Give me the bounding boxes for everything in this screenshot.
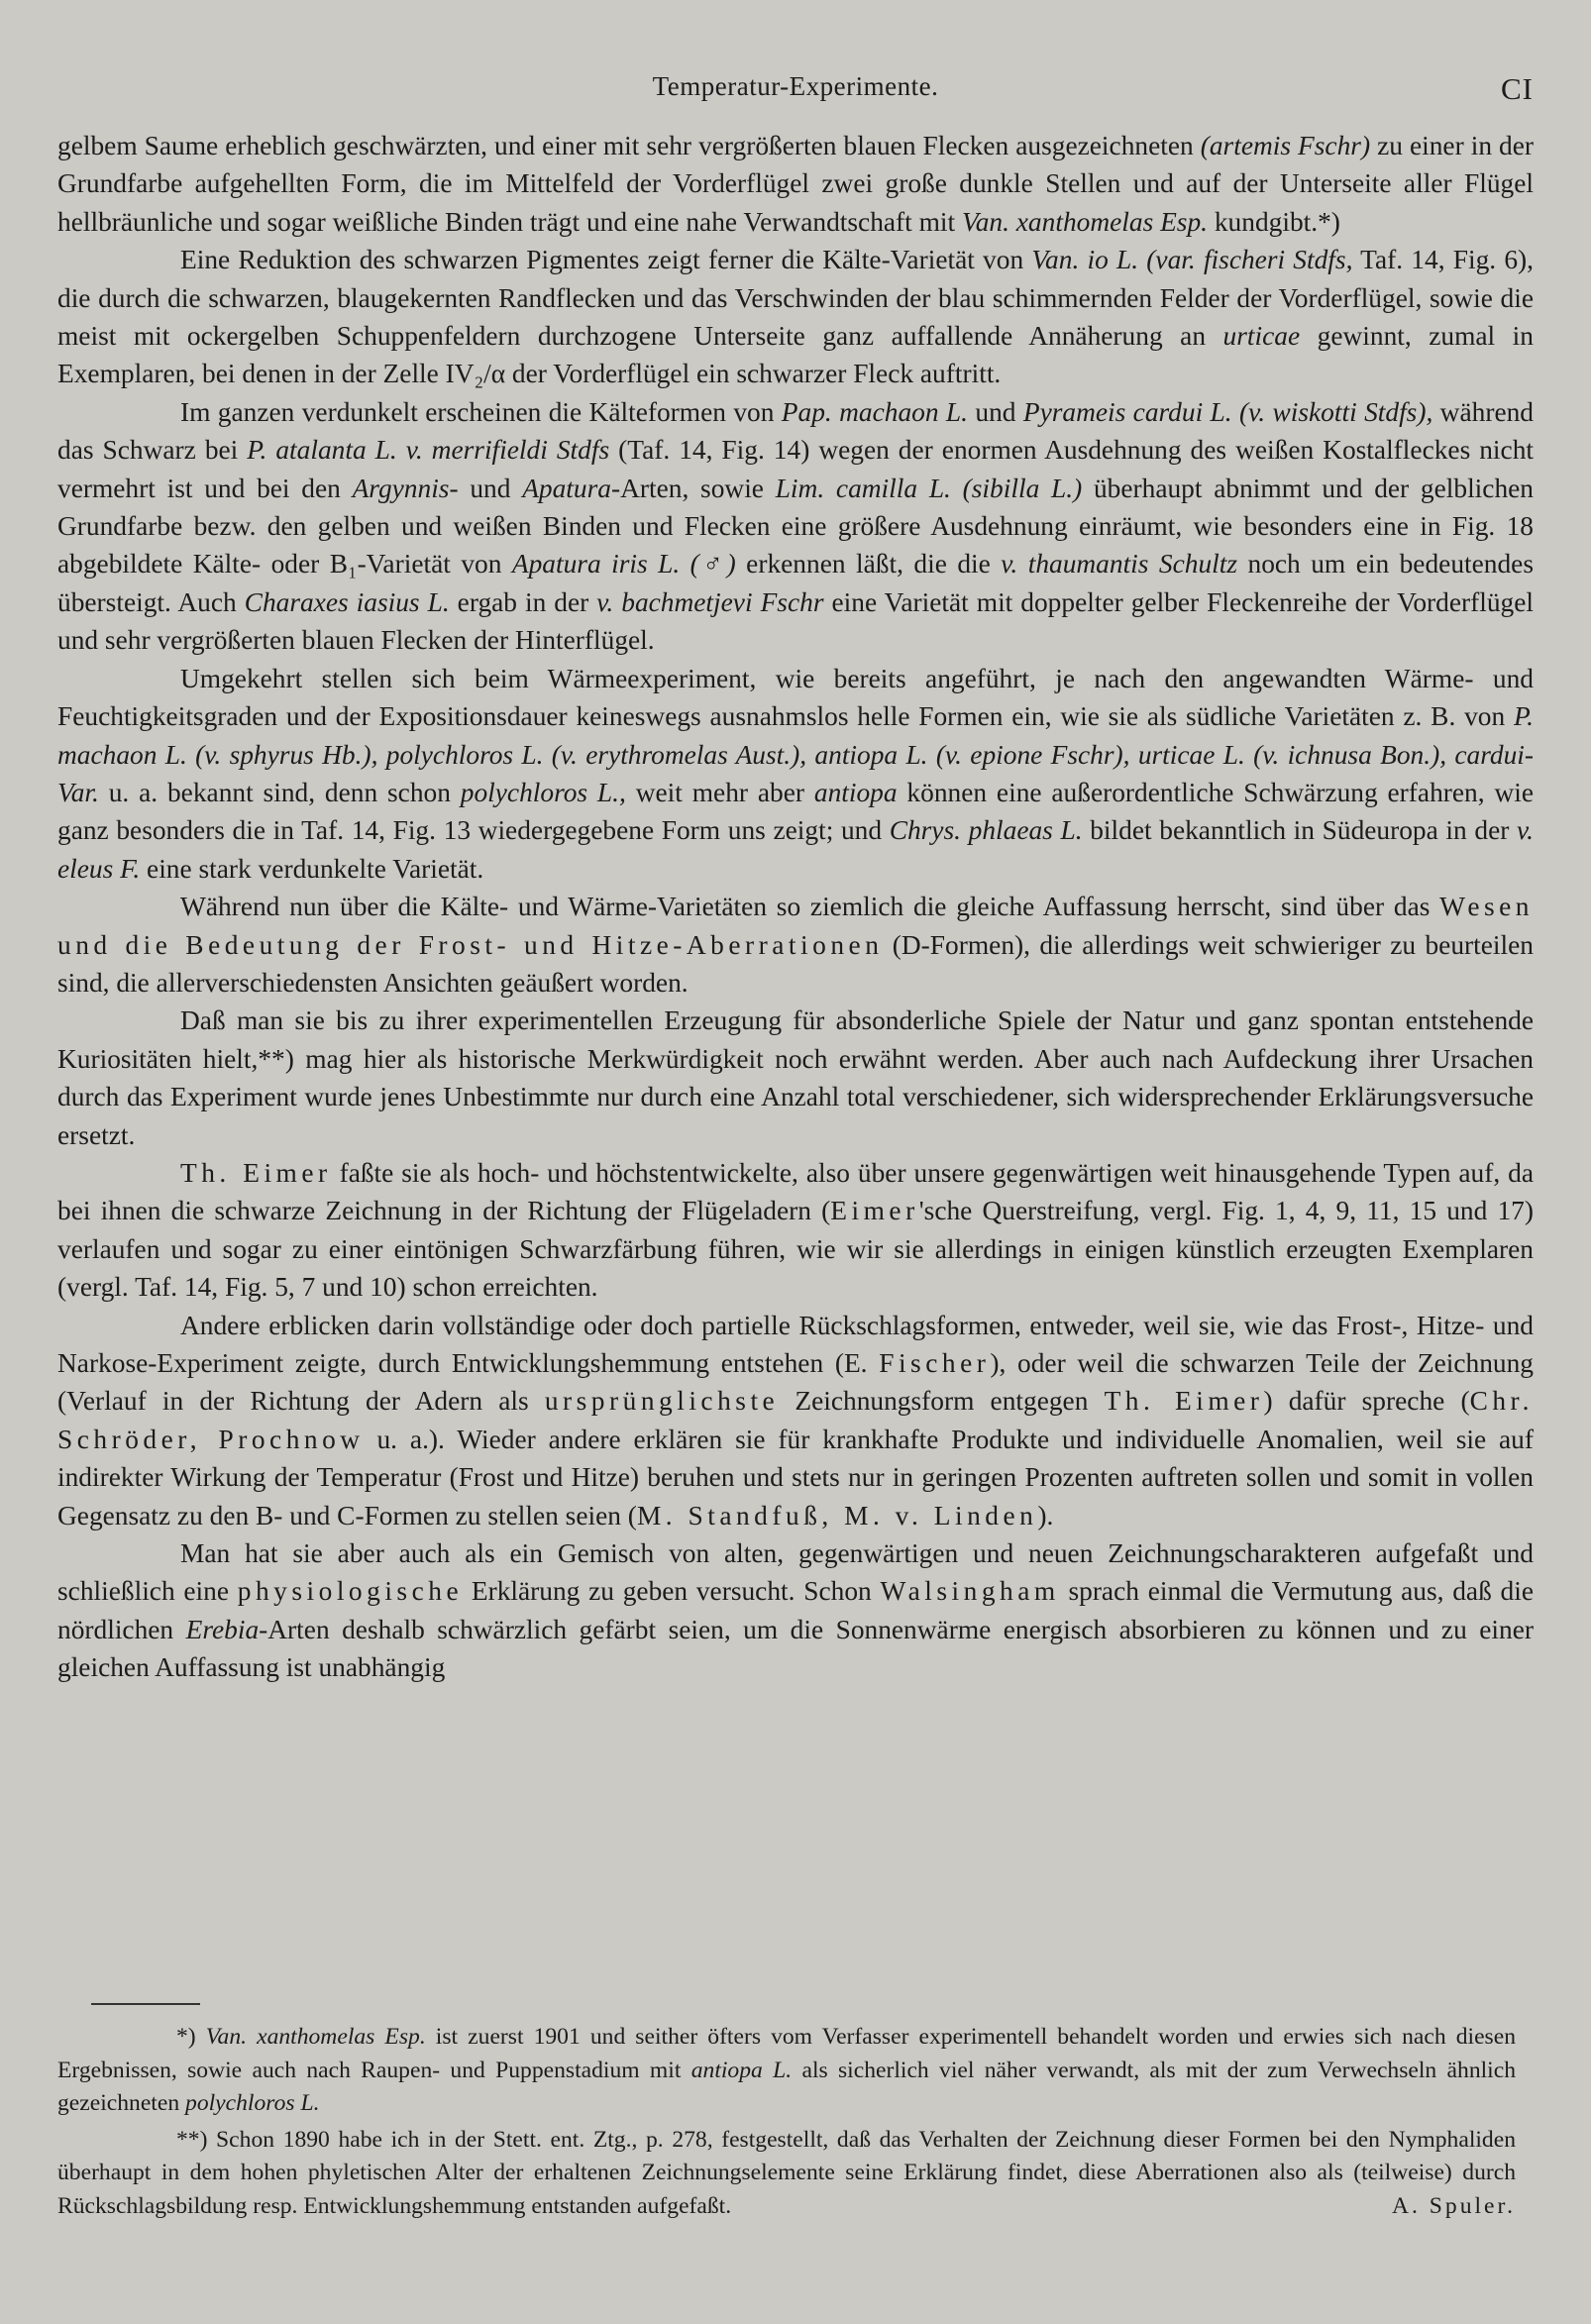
spaced-text: Th. Eimer xyxy=(180,1157,332,1188)
italic-text: antiopa xyxy=(813,777,898,807)
text-run: Daß man sie bis zu ihrer experimentellen Erzeugung für absonderliche Spiele der Natur und ganz spontan entstehende Kuriositäten hielt,**) mag hier als historische Merkwürdigkeit noch erwähnt werden. Aber auch nach Aufdeckung ihrer Ursachen durch das Experiment wurde jenes Unbestimmte nur durch eine Anzahl total verschiedener, sich widersprechender Erklärungsversuche ersetzt. xyxy=(57,1005,1534,1150)
text-run: (Taf. 14, Fig. 14) wegen der enormen Ausdehnung des weißen Kostalfleckes nicht vermehrt ist und bei den xyxy=(57,435,1535,503)
text-run: ist zuerst 1901 und seither öfters vom Verfasser experimentell behandelt worden und erwies sich nach diesen Ergebnissen, sowie auch nach Raupen- und Puppenstadium mit xyxy=(57,2024,1516,2083)
italic-text: polychloros L. xyxy=(185,2090,320,2116)
italic-text: Lim. camilla L. (sibilla L.) xyxy=(775,473,1083,503)
spaced-text: Wesen und die Bedeutung der Frost- und Hitze-Aberrationen xyxy=(57,892,1534,960)
italic-text: antiopa L. xyxy=(690,2057,793,2083)
author-signature: A. Spuler. xyxy=(1391,2192,1516,2219)
footnotes xyxy=(57,2021,1516,2223)
italic-text: Apatura- xyxy=(522,473,621,503)
paragraph xyxy=(57,660,1534,888)
italic-text: polychloros L., xyxy=(460,777,626,807)
italic-text: Argynnis- xyxy=(352,473,459,503)
italic-text: Apatura iris L. (♂) xyxy=(511,549,736,580)
text-run: Umgekehrt stellen sich beim Wärmeexperiment, wie bereits angeführt, je nach den angewandten Wärme- und Feuchtigkeitsgraden und der Expositionsdauer keineswegs ausnahmslos helle Formen ein, wie sie als südliche Varietäten z. B. von xyxy=(57,663,1534,732)
spaced-text: Walsingham xyxy=(880,1576,1060,1607)
text-run: und xyxy=(458,473,523,503)
text-run: (D-Formen), die allerdings weit schwieriger zu beurteilen sind, die allerverschiedensten Ansichten geäußert worden. xyxy=(57,929,1534,998)
paragraph xyxy=(57,127,1534,241)
text-run: gewinnt, zumal in Exemplaren, bei denen in der Zelle IV₂/α der Vorderflügel ein schwarzer Fleck auftritt. xyxy=(57,321,1534,389)
text-run: eine stark verdunkelte Varietät. xyxy=(140,853,484,884)
text-run: eine Varietät mit doppelter gelber Fleckenreihe der Vorderflügel und sehr vergrößerten blauen Flecken der Hinterflügel. xyxy=(57,586,1534,656)
text-run: Erklärung zu geben versucht. Schon xyxy=(463,1576,881,1607)
text-run: Taf. 14, Fig. 6), die durch die schwarzen, blaugekernten Randflecken und das Verschwinden der blau schimmernden Felder der Vorderflügel, sowie die meist mit ockergelben Schuppenfeldern durchzogene Unterseite ganz auffallende Annäherung an xyxy=(57,245,1535,352)
text-run: Im ganzen verdunkelt erscheinen die Kälteformen von xyxy=(180,396,782,427)
paragraph xyxy=(57,1534,1534,1687)
text-run: erkennen läßt, die die xyxy=(735,549,1002,580)
text-run: und xyxy=(968,396,1023,427)
text-run: Andere erblicken darin vollständige oder doch partielle Rückschlagsformen, entweder, weil sie, wie das Frost-, Hitze- und Narkose-Experiment zeigte, durch Entwicklungshemmung entstehen (E. xyxy=(57,1310,1534,1378)
text-run: sprach einmal die Vermutung aus, daß die nördlichen xyxy=(57,1576,1534,1644)
text-run: -Arten deshalb schwärzlich gefärbt seien, um die Sonnenwärme energisch absorbieren zu können und zu einer gleichen Auffassung ist unabhängig xyxy=(57,1614,1534,1683)
footnote xyxy=(57,2021,1516,2121)
spaced-text: M. Standfuß, M. v. Linden xyxy=(636,1500,1038,1531)
page-number: CI xyxy=(1501,71,1534,106)
text-run: Während nun über die Kälte- und Wärme-Varietäten so ziemlich die gleiche Auffassung herrscht, sind über das xyxy=(180,892,1440,922)
paragraph xyxy=(57,241,1534,393)
text-run: bildet bekanntlich in Südeuropa in der xyxy=(1082,815,1518,846)
italic-text: Charaxes iasius L. xyxy=(244,586,450,617)
text-run: *) xyxy=(176,2024,206,2050)
italic-text: Erebia xyxy=(185,1614,260,1644)
italic-text: Van. io L. (var. fischeri Stdfs, xyxy=(1031,245,1353,275)
spaced-text: physiologische xyxy=(237,1576,464,1607)
text-run: **) Schon 1890 habe ich in der Stett. ent. Ztg., p. 278, festgestellt, daß das Verhalten der Zeichnung dieser Formen bei den Nymphaliden überhaupt in dem hohen phyletischen Alter der erhaltenen Zeichnungselemente seine Erklärung findet, diese Aberrationen also als (teilweise) durch Rückschlagsbildung resp. Entwicklungshemmung entstanden aufgefaßt. xyxy=(57,2126,1516,2219)
text-run: u. a.). Wieder andere erklären sie für krankhafte Produkte und individuelle Anomalien, weil sie auf indirekter Wirkung der Temperatur (Frost und Hitze) beruhen und stets nur in geringen Prozenten auftreten sollen und somit in vollen Gegensatz zu den B- und C-Formen zu stellen seien ( xyxy=(57,1424,1534,1531)
text-run: während das Schwarz bei xyxy=(57,396,1534,466)
text-run: überhaupt abnimmt und der gelblichen Grundfarbe bezw. den gelben und weißen Binden und Flecken eine größere Ausdehnung einräumt, wie besonders eine in Fig. 18 abgebildete Kälte- oder B₁-Varietät von xyxy=(57,473,1534,580)
text-run: ), oder weil die schwarzen Teile der Zeichnung (Verlauf in der Richtung der Adern als xyxy=(57,1348,1534,1417)
italic-text: v. thaumantis Schultz xyxy=(1001,549,1238,580)
italic-text: v. eleus F. xyxy=(57,815,1534,884)
text-run: kundgibt.*) xyxy=(1208,206,1340,237)
text-run: ergab in der xyxy=(449,586,597,617)
italic-text: Pyrameis cardui L. (v. wiskotti Stdfs), xyxy=(1022,396,1433,427)
text-run: 'sche Querstreifung, vergl. Fig. 1, 4, 9, 11, 15 und 17) verlaufen und sogar zu einer eintönigen Schwarzfärbung führen, wie wir sie allerdings in einigen künstlich erzeugten Exemplaren (vergl. Taf. 14, Fig. 5, 7 und 10) schon erreichten. xyxy=(57,1196,1534,1303)
italic-text: v. bachmetjevi Fschr xyxy=(596,586,824,617)
text-run: zu einer in der Grundfarbe aufgehellten Form, die im Mittelfeld der Vorderflügel zwei große dunkle Stellen und auf der Unterseite aller Flügel hellbräunliche und sogar weißliche Binden trägt und eine nahe Verwandtschaft mit xyxy=(57,131,1535,237)
paragraph xyxy=(57,393,1534,660)
italic-text: Pap. machaon L. xyxy=(781,396,969,427)
text-run: können eine außerordentliche Schwärzung erfahren, wie ganz besonders die in Taf. 14, Fig. 13 wiedergegebene Form uns zeigt; und xyxy=(57,777,1535,846)
text-run: Eine Reduktion des schwarzen Pigmentes zeigt ferner die Kälte-Varietät von xyxy=(180,245,1032,275)
paragraph xyxy=(57,888,1534,1002)
italic-text: urticae xyxy=(1222,321,1301,352)
spaced-text: Fischer xyxy=(879,1348,991,1378)
running-title: Temperatur-Experimente. xyxy=(652,71,939,101)
body-text xyxy=(57,127,1534,1687)
paragraph xyxy=(57,1154,1534,1307)
italic-text: P. machaon L. (v. sphyrus Hb.), polychloros L. (v. erythromelas Aust.), antiopa L. (v. epione Fschr), urticae L. (v. ichnusa Bon.), cardui-Var. xyxy=(57,701,1534,807)
italic-text: Chrys. phlaeas L. xyxy=(889,815,1083,846)
italic-text: P. atalanta L. v. merrifieldi Stdfs xyxy=(247,435,610,466)
text-run: ). xyxy=(1037,1500,1054,1531)
spaced-text: ursprünglichste xyxy=(544,1386,780,1417)
italic-text: Van. xanthomelas Esp. xyxy=(962,206,1209,237)
text-run: Zeichnungsform entgegen xyxy=(779,1386,1105,1417)
italic-text: Van. xanthomelas Esp. xyxy=(205,2024,426,2050)
italic-text: (artemis Fschr) xyxy=(1200,131,1371,160)
text-run: als sicherlich viel näher verwandt, als mit der zum Verwechseln ähnlich gezeichneten xyxy=(57,2057,1516,2116)
text-run: u. a. bekannt sind, denn schon xyxy=(98,777,461,807)
paragraph xyxy=(57,1002,1534,1154)
footnote xyxy=(57,2124,1516,2224)
page-header xyxy=(57,71,1534,119)
text-run: weit mehr aber xyxy=(625,777,814,807)
spaced-text: Chr. Schröder, Prochnow xyxy=(57,1386,1534,1454)
footnote-divider xyxy=(91,2003,200,2005)
paragraph xyxy=(57,1307,1534,1534)
text-run: ) dafür spreche ( xyxy=(1263,1386,1470,1417)
text-run: noch um ein bedeutendes übersteigt. Auch xyxy=(57,549,1534,617)
text-run: faßte sie als hoch- und höchstentwickelte, also über unsere gegenwärtigen weit hinausgehende Typen auf, da bei ihnen die schwarze Zeichnung in der Richtung der Flügeladern ( xyxy=(57,1157,1534,1226)
spaced-text: Th. Eimer xyxy=(1104,1386,1264,1417)
text-run: Man hat sie aber auch als ein Gemisch von alten, gegenwärtigen und neuen Zeichnungscharakteren aufgefaßt und schließlich eine xyxy=(57,1538,1534,1607)
text-run: gelbem Saume erheblich geschwärzten, und einer mit sehr vergrößerten blauen Flecken ausgezeichneten xyxy=(57,131,1201,160)
text-run: Arten, sowie xyxy=(620,473,776,503)
spaced-text: Eimer xyxy=(830,1196,919,1226)
